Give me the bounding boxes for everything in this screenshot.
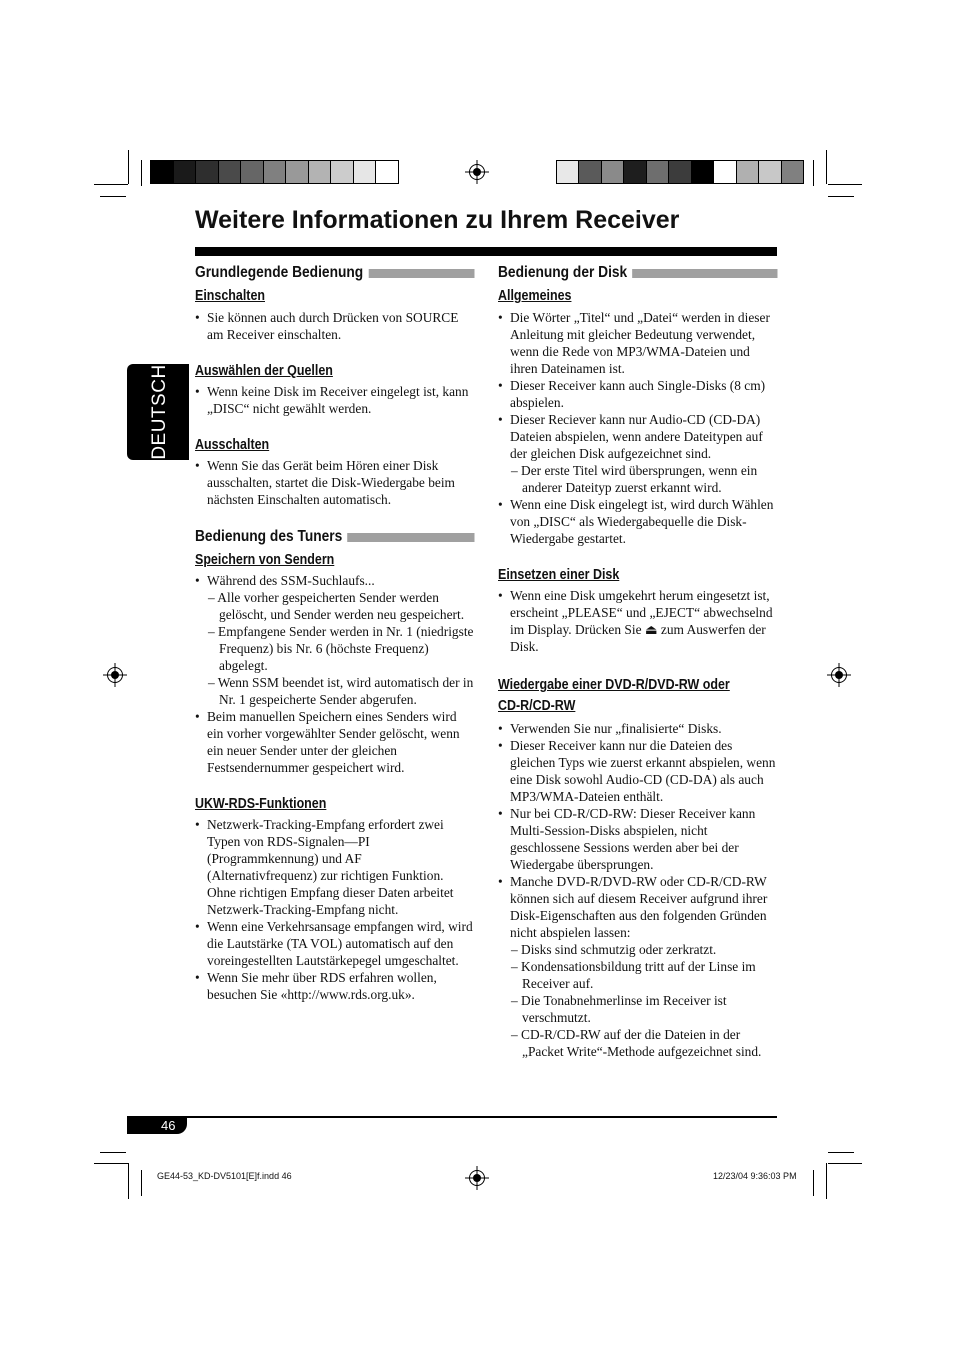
crop-mark — [100, 196, 126, 197]
subsection-heading: Einsetzen einer Disk — [498, 567, 620, 583]
crop-mark — [828, 184, 862, 185]
color-swatch — [669, 161, 691, 183]
color-swatch — [219, 161, 242, 183]
bullet-list — [195, 457, 475, 508]
color-swatch — [331, 161, 354, 183]
page-number-tab — [127, 1118, 187, 1134]
sub-list-item: – CD-R/CD-RW auf der die Dateien in der „Packet Write“-Methode aufgezeichnet sind. — [511, 1027, 762, 1059]
list-item: • Dieser Receiver kann nur die Dateien des gleichen Typs wie zuerst erkannt abspielen, wenn eine Disk sowohl Audio-CD (CD-DA) als auch MP3/WMA-Dateien enthält. — [498, 737, 778, 805]
right-column — [498, 262, 778, 1060]
subsection-heading: Allgemeines — [498, 288, 572, 304]
sub-list-item: – Empfangene Sender werden in Nr. 1 (niedrigste Frequenz) bis Nr. 6 (höchste Frequenz) abgelegt. — [208, 624, 474, 673]
list-item: • Sie können auch durch Drücken von SOURCE am Receiver einschalten. — [195, 309, 475, 343]
color-swatch — [376, 161, 398, 183]
subsection-heading: Auswählen der Quellen — [195, 363, 333, 379]
color-swatch — [579, 161, 601, 183]
list-item: • Wenn eine Verkehrsansage empfangen wird, wird die Lautstärke (TA VOL) automatisch auf den voreingestellten Lautstärkepegel umgeschaltet. — [195, 918, 475, 969]
crop-mark — [128, 150, 129, 184]
eject-icon: ⏏ — [644, 622, 658, 637]
color-swatch — [309, 161, 332, 183]
bullet-list — [195, 572, 475, 776]
registration-mark-icon — [831, 667, 847, 683]
color-swatch — [286, 161, 309, 183]
crop-mark — [141, 1170, 142, 1196]
crop-mark — [141, 160, 142, 186]
page-number: 46 — [161, 1118, 176, 1133]
section-heading-text: Grundlegende Bedienung — [195, 264, 364, 281]
crop-mark — [128, 1163, 129, 1199]
section-heading — [195, 528, 474, 546]
crop-mark — [813, 1170, 814, 1196]
subsection-heading: Einschalten — [195, 288, 265, 304]
language-tab-label: DEUTSCH — [149, 364, 170, 460]
color-calibration-bar-left — [150, 160, 399, 184]
section-heading-text: Bedienung der Disk — [498, 264, 628, 281]
crop-mark — [828, 196, 854, 197]
bullet-list — [498, 720, 778, 1060]
list-item: • Wenn keine Disk im Receiver eingelegt ist, kann „DISC“ nicht gewählt werden. — [195, 383, 475, 417]
list-item: • Nur bei CD-R/CD-RW: Dieser Receiver kann Multi-Session-Disks abspielen, nicht geschlossene Sessions werden aber bei der Wiedergabe übersprungen. — [498, 805, 778, 873]
crop-mark — [94, 1163, 128, 1164]
left-column — [195, 262, 475, 1003]
list-item: • Manche DVD-R/DVD-RW oder CD-R/CD-RW können sich auf diesem Receiver aufgrund ihrer Disk-Eigenschaften aus den folgenden Gründen nicht abspielen lassen: — [498, 873, 778, 941]
color-swatch — [782, 161, 803, 183]
heading-stripe — [368, 269, 474, 278]
registration-mark-icon — [469, 164, 485, 180]
heading-stripe — [347, 533, 474, 542]
crop-mark — [826, 150, 827, 184]
footer-rule — [127, 1116, 777, 1118]
subsection-heading: Speichern von Sendern — [195, 552, 335, 568]
color-swatch — [692, 161, 714, 183]
sub-list-item: – Wenn SSM beendet ist, wird automatisch der in Nr. 1 gespeicherte Sender abgerufen. — [208, 675, 474, 707]
list-item: • Dieser Receiver kann auch Single-Disks (8 cm) abspielen. — [498, 377, 778, 411]
sub-list-item: – Disks sind schmutzig oder zerkratzt. — [511, 942, 717, 957]
sub-list-item: – Die Tonabnehmerlinse im Receiver ist verschmutzt. — [511, 993, 727, 1025]
registration-mark-icon — [469, 1170, 485, 1186]
color-swatch — [602, 161, 624, 183]
color-swatch — [647, 161, 669, 183]
language-tab — [127, 364, 189, 460]
list-item: • Dieser Reciever kann nur Audio-CD (CD-DA) Dateien abspielen, wenn andere Dateitypen auf der gleichen Disk aufgezeichnet sind. — [498, 411, 778, 462]
color-swatch — [354, 161, 377, 183]
page-title: Weitere Informationen zu Ihrem Receiver — [195, 206, 680, 234]
sub-list-item: – Kondensationsbildung tritt auf der Linse im Receiver auf. — [511, 959, 756, 991]
list-item: • Wenn Sie mehr über RDS erfahren wollen, besuchen Sie «http://www.rds.org.uk». — [195, 969, 475, 1003]
crop-mark — [828, 1152, 854, 1153]
registration-mark-icon — [107, 667, 123, 683]
sub-list-item: – Alle vorher gespeicherten Sender werden gelöscht, und Sender werden neu gespeichert. — [208, 590, 465, 622]
color-swatch — [174, 161, 197, 183]
sub-list-item: – Der erste Titel wird übersprungen, wenn ein anderer Dateityp zuerst erkannt wird. — [511, 463, 758, 495]
color-swatch — [759, 161, 781, 183]
color-swatch — [557, 161, 579, 183]
heading-stripe — [632, 269, 777, 278]
section-heading — [195, 264, 474, 282]
color-swatch — [737, 161, 759, 183]
list-item: • Während des SSM-Suchlaufs... — [195, 572, 475, 589]
print-slug-left: GE44-53_KD-DV5101[E]f.indd 46 — [157, 1171, 292, 1181]
bullet-list — [498, 309, 778, 547]
crop-mark — [826, 1163, 827, 1199]
list-item — [498, 587, 778, 655]
list-item: • Die Wörter „Titel“ und „Datei“ werden in dieser Anleitung mit gleicher Bedeutung verwendet, wenn die Rede von MP3/WMA-Dateien und ihren Dateinamen ist. — [498, 309, 778, 377]
subsection-heading — [498, 675, 739, 717]
subsection-heading-line: CD-R/CD-RW — [498, 698, 576, 714]
section-heading-text: Bedienung des Tuners — [195, 528, 343, 545]
color-swatch — [264, 161, 287, 183]
bullet-list — [195, 309, 475, 343]
bullet-list — [195, 816, 475, 1003]
color-swatch — [624, 161, 646, 183]
subsection-heading: Ausschalten — [195, 437, 270, 453]
crop-mark — [100, 1152, 126, 1153]
section-heading — [498, 264, 777, 282]
subsection-heading: UKW-RDS-Funktionen — [195, 796, 327, 812]
list-item: • Beim manuellen Speichern eines Senders wird ein vorher vorgewählter Sender gelöscht, wenn ein neuer Sender unter der gleichen Festsendernummer gespeichert wird. — [195, 708, 475, 776]
list-item: • Wenn Sie das Gerät beim Hören einer Disk ausschalten, startet die Disk-Wiedergabe beim nächsten Einschalten automatisch. — [195, 457, 475, 508]
color-swatch — [151, 161, 174, 183]
print-slug-right: 12/23/04 9:36:03 PM — [713, 1171, 797, 1181]
color-swatch — [196, 161, 219, 183]
list-item: • Wenn eine Disk eingelegt ist, wird durch Wählen von „DISC“ als Wiedergabequelle die Disk-Wiedergabe gestartet. — [498, 496, 778, 547]
crop-mark — [828, 1163, 862, 1164]
crop-mark — [94, 184, 128, 185]
color-swatch — [241, 161, 264, 183]
list-item-text: Wenn eine Disk umgekehrt herum eingesetzt ist, erscheint „PLEASE“ und „EJECT“ abwechselnd im Display. Drücken Sie — [510, 588, 773, 637]
list-item: • Netzwerk-Tracking-Empfang erfordert zwei Typen von RDS-Signalen—PI (Programmkennung) und AF (Alternativfrequenz) zur richtigen Funktion. Ohne richtigen Empfang dieser Daten arbeitet Netzwerk-Tracking-Empfang nicht. — [195, 816, 475, 918]
list-item: • Verwenden Sie nur „finalisierte“ Disks. — [498, 720, 778, 737]
title-rule — [195, 247, 777, 256]
crop-mark — [813, 160, 814, 186]
subsection-heading-line: Wiedergabe einer DVD-R/DVD-RW oder — [498, 677, 730, 693]
list-item-text: zum Auswerfen der Disk. — [510, 622, 766, 654]
color-calibration-bar-right — [556, 160, 804, 184]
color-swatch — [714, 161, 736, 183]
bullet-list — [498, 587, 778, 655]
bullet-list — [195, 383, 475, 417]
